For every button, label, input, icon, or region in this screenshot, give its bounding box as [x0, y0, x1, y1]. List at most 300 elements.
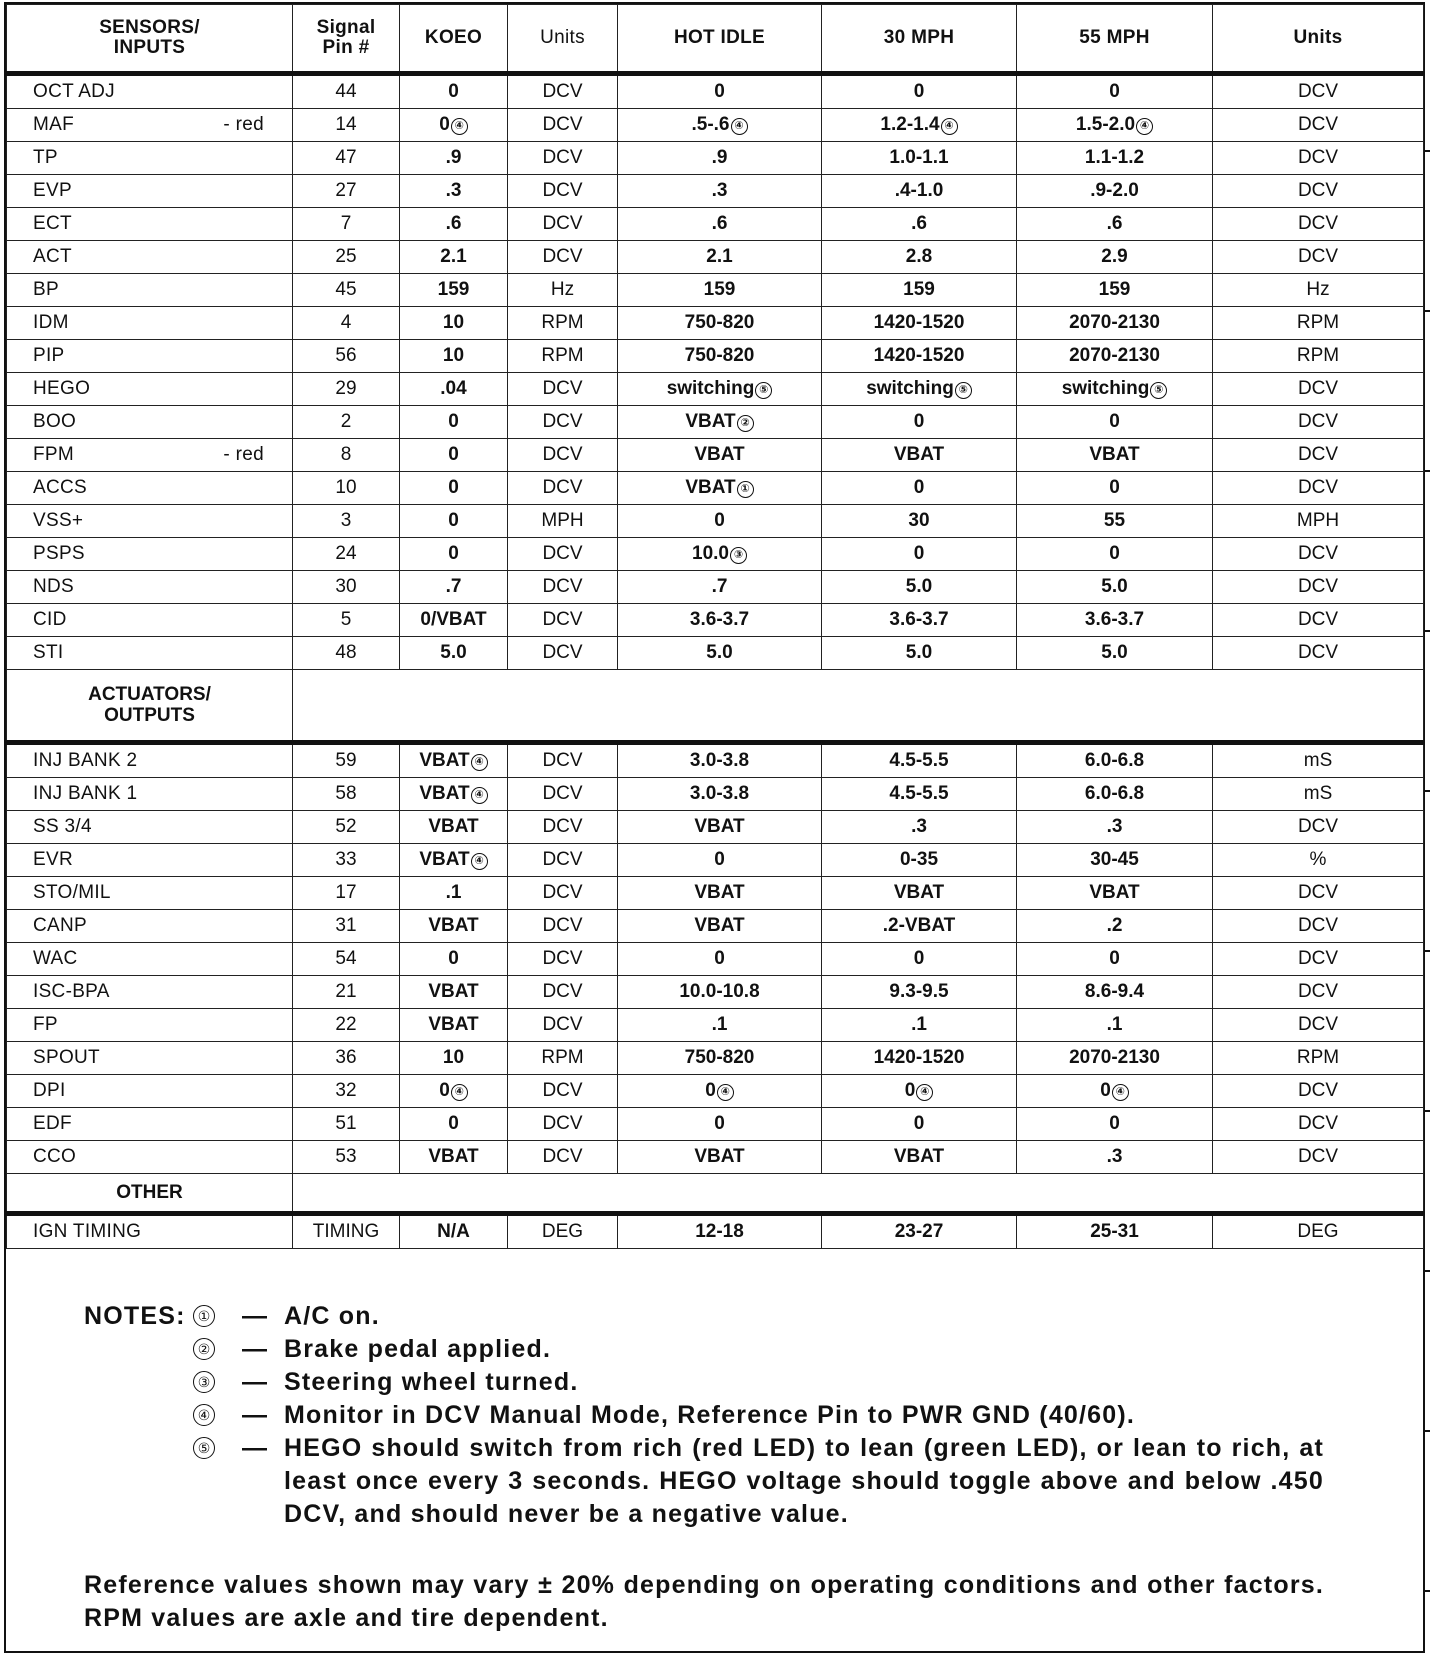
- cell-units-2: DCV: [1213, 1009, 1424, 1042]
- cell-units: DCV: [508, 373, 618, 406]
- cell-pin: 47: [293, 142, 400, 175]
- cell-30-mph: [822, 1009, 1017, 1042]
- cell-name: [7, 241, 293, 274]
- note-3-text: Steering wheel turned.: [284, 1368, 579, 1396]
- cell-30-mph-value: .1: [911, 1014, 927, 1035]
- margin-tick: [1424, 1430, 1430, 1432]
- cell-units-2: DCV: [1213, 406, 1424, 439]
- cell-30-mph-value: 0: [913, 948, 925, 969]
- cell-pin: 10: [293, 472, 400, 505]
- notes-label: NOTES:: [84, 1302, 186, 1330]
- cell-koeo-value: .04: [440, 378, 467, 399]
- cell-koeo: [400, 571, 508, 604]
- cell-koeo: [400, 274, 508, 307]
- cell-hot-idle-value: 5.0: [706, 642, 733, 663]
- cell-pin: 2: [293, 406, 400, 439]
- cell-name: [7, 274, 293, 307]
- cell-koeo: [400, 910, 508, 943]
- cell-55-mph-value: 0: [1109, 1113, 1120, 1134]
- cell-units: DCV: [508, 175, 618, 208]
- table-row: [7, 743, 1424, 778]
- cell-units: RPM: [508, 307, 618, 340]
- cell-koeo: [400, 1214, 508, 1249]
- cell-55-mph: [1017, 175, 1213, 208]
- row-label: IDM: [33, 312, 69, 333]
- cell-koeo-value: 2.1: [440, 246, 467, 267]
- cell-30-mph-value: VBAT: [893, 882, 945, 903]
- cell-55-mph: [1017, 811, 1213, 844]
- cell-hot-idle: [618, 439, 822, 472]
- cell-koeo-value: .3: [445, 180, 462, 201]
- cell-name: [7, 406, 293, 439]
- cell-hot-idle-value: VBAT: [694, 444, 745, 465]
- cell-hot-idle-value: 2.1: [706, 246, 733, 267]
- cell-55-mph-value: 5.0: [1101, 642, 1128, 663]
- cell-30-mph-value: 159: [903, 279, 935, 300]
- cell-koeo-value: 0: [448, 411, 459, 432]
- cell-hot-idle: [618, 406, 822, 439]
- cell-koeo-value: VBAT: [428, 915, 479, 936]
- footnote-marker: ④: [471, 754, 488, 771]
- cell-units: DCV: [508, 109, 618, 142]
- cell-30-mph-value: 9.3-9.5: [889, 981, 949, 1002]
- cell-koeo-value: 0: [439, 114, 450, 135]
- cell-hot-idle-value: 3.0-3.8: [689, 750, 750, 771]
- cell-hot-idle: [618, 1075, 822, 1108]
- cell-name: [7, 571, 293, 604]
- cell-units: DEG: [508, 1214, 618, 1249]
- cell-hot-idle: [618, 472, 822, 505]
- cell-hot-idle-value: 0: [714, 849, 725, 870]
- cell-hot-idle-value: 750-820: [684, 1047, 755, 1068]
- table-row: [7, 340, 1424, 373]
- cell-units: MPH: [508, 505, 618, 538]
- col-header-sensors: SENSORS/ INPUTS: [7, 5, 293, 74]
- cell-30-mph-value: 0: [913, 1113, 925, 1134]
- cell-55-mph: [1017, 74, 1213, 109]
- row-label: MAF: [33, 114, 75, 135]
- note-3: [84, 1366, 1334, 1399]
- cell-30-mph: [822, 142, 1017, 175]
- section-blank: [293, 670, 1424, 743]
- cell-pin: 25: [293, 241, 400, 274]
- cell-koeo: [400, 811, 508, 844]
- cell-pin: 27: [293, 175, 400, 208]
- cell-pin: 5: [293, 604, 400, 637]
- col-header-55-mph: 55 MPH: [1017, 5, 1213, 74]
- row-suffix: - red: [223, 444, 264, 465]
- cell-hot-idle-value: 3.6-3.7: [689, 609, 750, 630]
- table-row: [7, 472, 1424, 505]
- cell-30-mph-value: switching: [866, 378, 954, 399]
- cell-30-mph: [822, 1141, 1017, 1174]
- cell-30-mph: [822, 1214, 1017, 1249]
- cell-30-mph: [822, 604, 1017, 637]
- cell-30-mph: [822, 943, 1017, 976]
- note-3-marker: ③: [193, 1371, 215, 1393]
- footnote-marker: ④: [941, 118, 958, 135]
- cell-units: DCV: [508, 208, 618, 241]
- cell-units: DCV: [508, 637, 618, 670]
- table-row: [7, 505, 1424, 538]
- table-row: [7, 439, 1424, 472]
- cell-30-mph: [822, 778, 1017, 811]
- cell-name: [7, 307, 293, 340]
- table-row: [7, 1108, 1424, 1141]
- cell-30-mph-value: 1420-1520: [873, 1047, 965, 1068]
- table-row: [7, 208, 1424, 241]
- cell-30-mph-value: 1.0-1.1: [889, 147, 949, 168]
- table-row: [7, 910, 1424, 943]
- cell-koeo-value: 0: [448, 510, 459, 531]
- table-row: [7, 844, 1424, 877]
- margin-tick: [1424, 1590, 1430, 1592]
- cell-units-2: DCV: [1213, 637, 1424, 670]
- cell-name: [7, 1009, 293, 1042]
- cell-koeo-value: 10: [442, 345, 465, 366]
- footnote-marker: ⑤: [1150, 382, 1167, 399]
- cell-pin: 54: [293, 943, 400, 976]
- cell-55-mph: [1017, 1042, 1213, 1075]
- note-dash: —: [242, 1434, 269, 1462]
- cell-koeo: [400, 241, 508, 274]
- cell-koeo: [400, 1108, 508, 1141]
- cell-30-mph: [822, 307, 1017, 340]
- cell-koeo: [400, 778, 508, 811]
- cell-55-mph: [1017, 241, 1213, 274]
- cell-30-mph-value: 2.8: [905, 246, 933, 267]
- table-row: [7, 943, 1424, 976]
- cell-units: DCV: [508, 877, 618, 910]
- cell-pin: 29: [293, 373, 400, 406]
- cell-55-mph-value: 2.9: [1101, 246, 1128, 267]
- cell-units-2: DCV: [1213, 976, 1424, 1009]
- cell-hot-idle-value: VBAT: [694, 882, 745, 903]
- cell-koeo: [400, 1141, 508, 1174]
- cell-hot-idle-value: VBAT: [694, 1146, 745, 1167]
- cell-koeo: [400, 439, 508, 472]
- cell-name: [7, 1214, 293, 1249]
- footnote-marker: ⑤: [955, 382, 972, 399]
- cell-koeo-value: 10: [442, 312, 465, 333]
- note-5: [84, 1432, 1334, 1531]
- cell-units: DCV: [508, 844, 618, 877]
- cell-name: [7, 943, 293, 976]
- cell-55-mph-value: 0: [1109, 948, 1120, 969]
- cell-name: [7, 1108, 293, 1141]
- cell-55-mph: [1017, 109, 1213, 142]
- cell-55-mph-value: 3.6-3.7: [1084, 609, 1145, 630]
- cell-30-mph-value: 5.0: [905, 642, 933, 663]
- cell-pin: 3: [293, 505, 400, 538]
- cell-pin: 56: [293, 340, 400, 373]
- row-label: OCT ADJ: [33, 81, 115, 102]
- table-row: [7, 811, 1424, 844]
- margin-tick: [1424, 1110, 1430, 1112]
- footnote-marker: ④: [916, 1084, 933, 1101]
- cell-pin: 51: [293, 1108, 400, 1141]
- cell-pin: 4: [293, 307, 400, 340]
- cell-units-2: DCV: [1213, 571, 1424, 604]
- cell-name: [7, 472, 293, 505]
- cell-55-mph-value: 2070-2130: [1069, 345, 1160, 366]
- cell-55-mph-value: 6.0-6.8: [1084, 750, 1145, 771]
- row-label: FP: [33, 1014, 58, 1035]
- cell-55-mph-value: VBAT: [1089, 444, 1140, 465]
- cell-units-2: MPH: [1213, 505, 1424, 538]
- cell-hot-idle-value: VBAT: [685, 477, 736, 498]
- cell-units-2: DCV: [1213, 604, 1424, 637]
- cell-koeo-value: VBAT: [419, 750, 470, 771]
- cell-30-mph: [822, 976, 1017, 1009]
- col-header-30-mph: 30 MPH: [822, 5, 1017, 74]
- cell-koeo-value: 0: [448, 948, 459, 969]
- cell-30-mph-value: 0: [904, 1080, 916, 1101]
- cell-30-mph: [822, 910, 1017, 943]
- table-row: [7, 109, 1424, 142]
- cell-koeo-value: 0: [448, 81, 459, 102]
- cell-name: [7, 778, 293, 811]
- cell-55-mph-value: VBAT: [1089, 882, 1140, 903]
- notes-block: [84, 1300, 1334, 1531]
- row-label: INJ BANK 1: [33, 783, 138, 804]
- cell-units: DCV: [508, 241, 618, 274]
- cell-hot-idle-value: .5-.6: [691, 114, 730, 135]
- cell-koeo: [400, 743, 508, 778]
- cell-koeo-value: 10: [442, 1047, 465, 1068]
- table-row: [7, 142, 1424, 175]
- cell-units: DCV: [508, 943, 618, 976]
- table-row: [7, 571, 1424, 604]
- cell-55-mph-value: 6.0-6.8: [1084, 783, 1145, 804]
- cell-hot-idle: [618, 877, 822, 910]
- section-actuators: [7, 670, 1424, 743]
- cell-koeo: [400, 175, 508, 208]
- cell-pin: TIMING: [293, 1214, 400, 1249]
- cell-koeo: [400, 604, 508, 637]
- table-row: [7, 241, 1424, 274]
- cell-30-mph: [822, 844, 1017, 877]
- cell-koeo: [400, 976, 508, 1009]
- note-2-marker: ②: [193, 1338, 215, 1360]
- table-row: [7, 274, 1424, 307]
- reference-disclaimer: Reference values shown may vary ± 20% depending on operating conditions and other factors. RPM values are axle and tire dependent.: [84, 1571, 1324, 1632]
- col-header-koeo: KOEO: [400, 5, 508, 74]
- note-1-marker: ①: [193, 1305, 215, 1327]
- cell-name: [7, 538, 293, 571]
- cell-hot-idle-value: 10.0: [692, 543, 729, 564]
- cell-55-mph: [1017, 505, 1213, 538]
- cell-units: DCV: [508, 472, 618, 505]
- reference-value-sheet: [4, 2, 1425, 1653]
- margin-tick: [1424, 150, 1430, 152]
- cell-units-2: DCV: [1213, 943, 1424, 976]
- section-blank: [293, 1174, 1424, 1214]
- footnote-marker: ④: [717, 1084, 734, 1101]
- cell-units-2: mS: [1213, 743, 1424, 778]
- cell-30-mph-value: 1420-1520: [873, 345, 965, 366]
- cell-koeo: [400, 505, 508, 538]
- cell-55-mph: [1017, 340, 1213, 373]
- cell-hot-idle: [618, 208, 822, 241]
- table-row: [7, 778, 1424, 811]
- table-row: [7, 74, 1424, 109]
- cell-hot-idle: [618, 1141, 822, 1174]
- cell-units: Hz: [508, 274, 618, 307]
- table-row: [7, 373, 1424, 406]
- cell-55-mph-value: 159: [1098, 279, 1131, 300]
- cell-koeo-value: 0: [448, 477, 459, 498]
- cell-55-mph-value: .2: [1106, 915, 1123, 936]
- cell-30-mph-value: VBAT: [893, 444, 945, 465]
- cell-koeo: [400, 74, 508, 109]
- cell-name: [7, 1042, 293, 1075]
- cell-name: [7, 340, 293, 373]
- cell-koeo-value: VBAT: [428, 816, 479, 837]
- cell-koeo: [400, 943, 508, 976]
- section-other: [7, 1174, 1424, 1214]
- cell-hot-idle-value: 159: [703, 279, 736, 300]
- cell-hot-idle-value: 0: [705, 1080, 716, 1101]
- cell-55-mph: [1017, 1075, 1213, 1108]
- cell-units-2: DCV: [1213, 1108, 1424, 1141]
- cell-hot-idle: [618, 109, 822, 142]
- cell-hot-idle-value: .6: [711, 213, 728, 234]
- row-label: EVR: [33, 849, 73, 870]
- footnote-marker: ④: [1112, 1084, 1129, 1101]
- cell-name: [7, 604, 293, 637]
- cell-30-mph: [822, 571, 1017, 604]
- cell-hot-idle-value: VBAT: [694, 915, 745, 936]
- cell-30-mph-value: .2-VBAT: [882, 915, 956, 936]
- row-label: ACT: [33, 246, 72, 267]
- cell-units: DCV: [508, 976, 618, 1009]
- cell-hot-idle: [618, 1042, 822, 1075]
- cell-30-mph-value: 30: [908, 510, 930, 531]
- table-row: [7, 307, 1424, 340]
- cell-hot-idle-value: .3: [711, 180, 728, 201]
- note-dash: —: [242, 1302, 269, 1330]
- cell-units-2: DCV: [1213, 109, 1424, 142]
- cell-55-mph: [1017, 571, 1213, 604]
- cell-koeo-value: 0/VBAT: [420, 609, 487, 630]
- cell-30-mph-value: 3.6-3.7: [889, 609, 949, 630]
- cell-name: [7, 439, 293, 472]
- cell-name: [7, 976, 293, 1009]
- cell-55-mph: [1017, 208, 1213, 241]
- cell-koeo: [400, 373, 508, 406]
- cell-pin: 22: [293, 1009, 400, 1042]
- row-label: PSPS: [33, 543, 85, 564]
- cell-name: [7, 505, 293, 538]
- cell-30-mph-value: VBAT: [893, 1146, 945, 1167]
- cell-hot-idle: [618, 910, 822, 943]
- cell-name: [7, 637, 293, 670]
- cell-55-mph-value: .1: [1106, 1014, 1123, 1035]
- cell-30-mph-value: .4-1.0: [894, 180, 944, 201]
- cell-55-mph-value: 2070-2130: [1069, 312, 1160, 333]
- cell-hot-idle: [618, 241, 822, 274]
- row-label: ECT: [33, 213, 72, 234]
- cell-30-mph-value: 4.5-5.5: [889, 783, 949, 804]
- footnote-marker: ④: [451, 1084, 468, 1101]
- cell-hot-idle: [618, 571, 822, 604]
- cell-name: [7, 844, 293, 877]
- row-label: EDF: [33, 1113, 72, 1134]
- cell-pin: 36: [293, 1042, 400, 1075]
- cell-55-mph-value: 55: [1103, 510, 1126, 531]
- cell-units-2: mS: [1213, 778, 1424, 811]
- cell-55-mph: [1017, 1009, 1213, 1042]
- margin-tick: [1424, 310, 1430, 312]
- cell-hot-idle-value: 750-820: [684, 312, 755, 333]
- cell-30-mph: [822, 505, 1017, 538]
- cell-55-mph: [1017, 142, 1213, 175]
- cell-units-2: RPM: [1213, 340, 1424, 373]
- cell-hot-idle-value: .7: [711, 576, 728, 597]
- cell-hot-idle-value: .1: [711, 1014, 728, 1035]
- cell-55-mph-value: 2070-2130: [1069, 1047, 1160, 1068]
- table-row: [7, 538, 1424, 571]
- cell-koeo-value: VBAT: [419, 849, 470, 870]
- cell-hot-idle: [618, 743, 822, 778]
- cell-hot-idle: [618, 844, 822, 877]
- cell-30-mph: [822, 208, 1017, 241]
- cell-hot-idle-value: 0: [714, 948, 725, 969]
- cell-55-mph: [1017, 307, 1213, 340]
- cell-pin: 32: [293, 1075, 400, 1108]
- cell-koeo-value: .1: [445, 882, 462, 903]
- table-row: [7, 406, 1424, 439]
- cell-koeo: [400, 340, 508, 373]
- cell-name: [7, 1141, 293, 1174]
- cell-30-mph: [822, 274, 1017, 307]
- cell-55-mph-value: .9-2.0: [1090, 180, 1139, 201]
- cell-55-mph: [1017, 910, 1213, 943]
- cell-30-mph-value: 0-35: [899, 849, 939, 870]
- table-row: [7, 877, 1424, 910]
- cell-koeo-value: VBAT: [428, 981, 479, 1002]
- cell-units-2: RPM: [1213, 1042, 1424, 1075]
- table-row: [7, 637, 1424, 670]
- cell-hot-idle-value: 12-18: [695, 1221, 744, 1242]
- cell-name: [7, 877, 293, 910]
- cell-units-2: DCV: [1213, 811, 1424, 844]
- footnote-marker: ②: [737, 415, 754, 432]
- col-header-hot-idle: HOT IDLE: [618, 5, 822, 74]
- footnote-marker: ⑤: [755, 382, 772, 399]
- cell-hot-idle: [618, 778, 822, 811]
- cell-55-mph: [1017, 943, 1213, 976]
- cell-hot-idle: [618, 74, 822, 109]
- cell-units: DCV: [508, 74, 618, 109]
- cell-pin: 45: [293, 274, 400, 307]
- cell-hot-idle: [618, 1009, 822, 1042]
- cell-55-mph: [1017, 637, 1213, 670]
- cell-koeo-value: .9: [445, 147, 462, 168]
- cell-hot-idle: [618, 637, 822, 670]
- cell-55-mph-value: 0: [1109, 411, 1120, 432]
- row-label: CANP: [33, 915, 87, 936]
- cell-units-2: RPM: [1213, 307, 1424, 340]
- footnote-marker: ④: [471, 787, 488, 804]
- cell-hot-idle: [618, 505, 822, 538]
- note-dash: —: [242, 1335, 269, 1363]
- cell-units-2: DCV: [1213, 74, 1424, 109]
- cell-55-mph: [1017, 844, 1213, 877]
- cell-units: DCV: [508, 439, 618, 472]
- cell-pin: 30: [293, 571, 400, 604]
